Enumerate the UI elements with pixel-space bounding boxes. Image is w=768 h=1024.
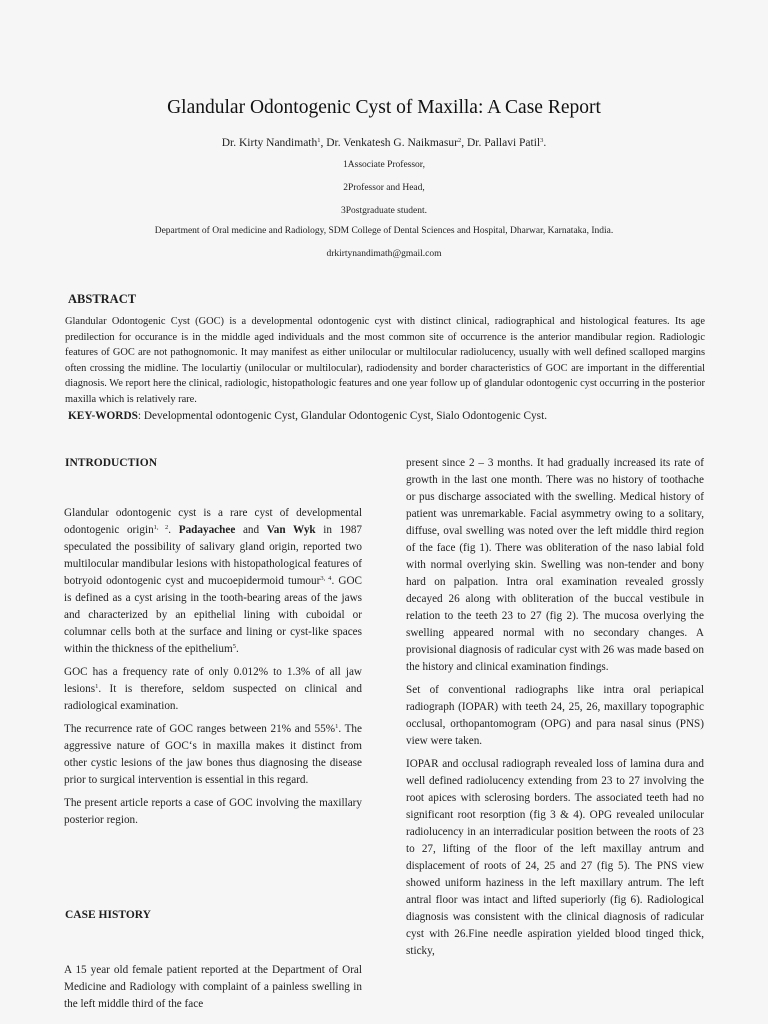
abstract-text: Glandular Odontogenic Cyst (GOC) is a developmental odontogenic cyst with distinct clinical, radiographical and histological features. Its age predilection for occurance is in the middle aged individuals and the most common site of occurrence is the anterior mandibular region. Radiologic features of GOC are not pathognomonic. It may manifest as either unilocular or multilocular radiolucency, usually with well defined scalloped margins often crossing the midline. The loculartiy (unilocular or multilocular), radiodensity and border characteristics of GOC are important in the differential diagnosis. We report here the clinical, radiologic, histopathologic features and one year follow up of glandular odontogenic cyst occurring in the posterior maxilla which is relatively rare. xyxy=(65,316,705,405)
author-3: Dr. Pallavi Patil xyxy=(466,137,541,149)
paper-title: Glandular Odontogenic Cyst of Maxilla: A Case Report xyxy=(167,97,601,118)
email: drkirtynandimath@gmail.com xyxy=(326,249,442,259)
author-2-sup: 2 xyxy=(457,137,462,144)
keywords-text: : Developmental odontogenic Cyst, Glandular Odontogenic Cyst, Sialo Odontogenic Cyst. xyxy=(137,410,548,422)
author-end: . xyxy=(543,137,547,149)
author-list xyxy=(0,135,768,151)
affiliation-2: 2Professor and Head, xyxy=(343,183,425,193)
author-separator: , xyxy=(320,137,327,149)
introduction-body xyxy=(64,505,362,835)
case-paragraph-1: A 15 year old female patient reported at the Department of Oral Medicine and Radiology with complaint of a painless swelling in the left middle third of the face xyxy=(64,964,362,1010)
intro-paragraph-4: The present article reports a case of GOC involving the maxillary posterior region. xyxy=(64,797,362,826)
right-paragraph-1: present since 2 – 3 months. It had gradually increased its rate of growth in the last one month. There was no history of toothache or pus discharge associated with the swelling. Medical history of patient was unremarkable. Facial asymmetry owing to a solitary, diffuse, oval swelling was noted over the left middle third region of the face (fig 1). There was obliteration of the naso labial fold with normal overlying skin. Swelling was non-tender and bony hard on palpation. Intra oral examination revealed grossly decayed 26 along with obliteration of the buccal vestibule in relation to the teeth 23 to 27 (fig 2). The mucosa overlying the swelling appeared normal with no secondary changes. A provisional diagnosis of radicular cyst with 26 was made based on the history and clinical examination findings. xyxy=(406,457,704,673)
case-history-body xyxy=(64,962,362,1019)
right-paragraph-2: Set of conventional radiographs like intra oral periapical radiograph (IOPAR) with teeth 24, 25, 26, maxillary topographic occlusal, orthopantomogram (OPG) and para nasal sinus (PNS) view were taken. xyxy=(406,684,704,747)
author-3-sup: 3 xyxy=(540,137,544,144)
affiliation-3: 3Postgraduate student. xyxy=(340,206,427,216)
department: Department of Oral medicine and Radiology, SDM College of Dental Sciences and Hospital, Dharwar, Karnataka, India. xyxy=(154,226,614,236)
introduction-heading: INTRODUCTION xyxy=(65,457,158,469)
right-paragraph-3: IOPAR and occlusal radiograph revealed loss of lamina dura and well defined radiolucency extending from 23 to 27 involving the root apices with sclerosing borders. The associated teeth had no significant root resorption (fig 3 & 4). OPG revealed unilocular radiolucency in an interradicular position between the roots of 23 to 27, lifting of the floor of the left maxillay antrum and displacement of roots of 24, 25 and 27 (fig 5). The PNS view showed uniform haziness in the left maxillary antrum. The left antral floor was intact and lifted superiorly (fig 6). Radiological diagnosis was consistent with the clinical diagnosis of radicular cyst with 26.Fine needle aspiration yielded blood tinged thick, sticky, xyxy=(406,758,704,957)
author-1: Dr. Kirty Nandimath xyxy=(221,137,318,149)
intro-paragraph-3: The recurrence rate of GOC ranges between 21% and 55%$^1$. The aggressive nature of GOC‘s in maxilla makes it distinct from other cystic lesions of the jaw bones thus diagnosing the disease prior to surgical intervention is essential in this regard. xyxy=(64,723,362,786)
author-1-sup: 1 xyxy=(317,137,321,144)
affiliation-1: 1Associate Professor, xyxy=(343,160,425,170)
keywords-label: KEY-WORDS xyxy=(68,410,138,422)
intro-paragraph-1: Glandular odontogenic cyst is a rare cyst of developmental odontogenic origin$^{1, 2}$. Padayachee and Van Wyk in 1987 speculated the possibility of salivary gland origin, reported two multilocular mandibular lesions with histopathological features of botryoid odontogenic cyst and mucoepidermoid tumour$^{3, 4}$. GOC is defined as a cyst arising in the tooth-bearing areas of the jaws and characterized by an epithelial lining with cuboidal or columnar cells both at the surface and lining or cyst-like spaces within the thickness of the epithelium$^5$. xyxy=(64,507,363,655)
keywords xyxy=(68,408,708,424)
author-separator: , xyxy=(461,137,467,149)
abstract-heading: ABSTRACT xyxy=(68,292,137,306)
right-column-body xyxy=(406,455,704,966)
author-2: Dr. Venkatesh G. Naikmasur xyxy=(326,137,458,149)
intro-paragraph-2: GOC has a frequency rate of only 0.012% to 1.3% of all jaw lesions$^1$. It is therefore, seldom suspected on clinical and radiological examination. xyxy=(64,666,362,712)
case-history-heading: CASE HISTORY xyxy=(65,909,151,921)
